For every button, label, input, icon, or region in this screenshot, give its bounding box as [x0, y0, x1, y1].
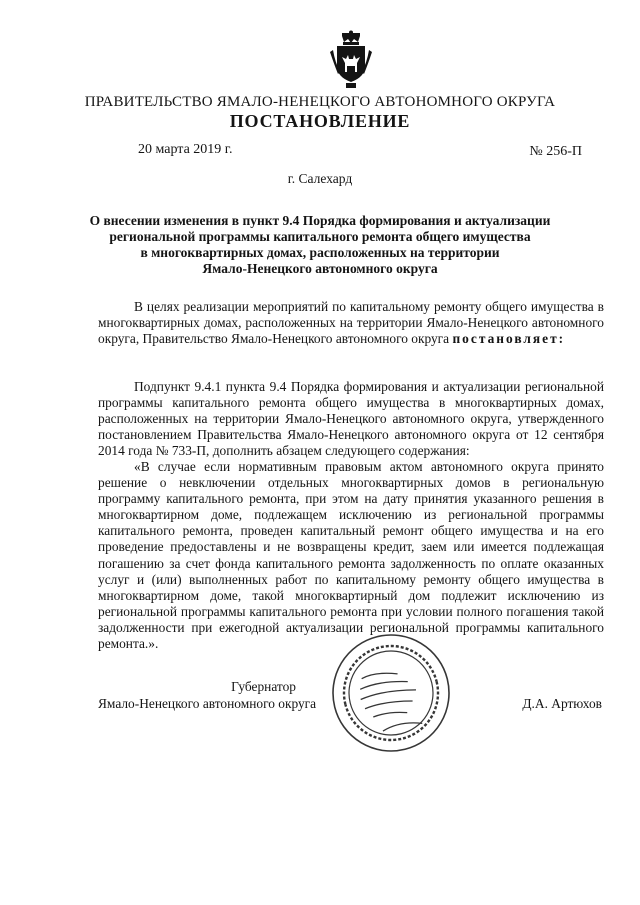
- title-line: в многоквартирных домах, расположенных на территории: [140, 245, 500, 260]
- title-line: О внесении изменения в пункт 9.4 Порядка формирования и актуализации: [89, 213, 551, 228]
- quoted-text: «В случае если нормативным правовым актом автономного округа принято решение о невключении отдельных многоквартирных домов в региональную программу капитального ремонта, при этом на дату принятия указанного решения в многоквартирном доме, подлежащем исключению из региональной программы капитального ремонта, проведен капитальный ремонт общего имущества и на его проведение предоставлены и не возвращены кредит, заем или имеется подлежащая погашению за счет фонда капитального ремонта задолженность по оплате оказанных услуг и (или) выполненных работ по капитальному ремонту общего имущества в многоквартирном доме, такой многоквартирный дом подлежит исключению из региональной программы капитального ремонта при условии полного погашения такой задолженности при ежегодной актуализации региональной программы капитального ремонта.».: [98, 459, 604, 652]
- preamble-text: В целях реализации мероприятий по капитальному ремонту общего имущества в многоквартирных домах, расположенных на территории Ямало-Ненецкого автономного округа, Правительство Ямало-Ненецкого автономного округа: [98, 299, 604, 347]
- official-stamp: [330, 632, 452, 754]
- document-date: 20 марта 2019 г.: [138, 142, 233, 157]
- resolves-keyword: постановляет:: [452, 331, 566, 347]
- amendment-text: Подпункт 9.4.1 пункта 9.4 Порядка формирования и актуализации региональной программы капитального ремонта общего имущества в многоквартирных домах, расположенных на территории Ямало-Ненецкого автономного округа, утвержденного постановлением Правительства Ямало-Ненецкого автономного округа от 12 сентября 2014 года № 733-П, дополнить абзацем следующего содержания:: [98, 379, 604, 459]
- title-line: региональной программы капитального ремонта общего имущества: [109, 229, 531, 244]
- document-city: г. Салехард: [287, 171, 353, 186]
- signatory-name: Д.А. Артюхов: [522, 696, 602, 711]
- government-name: ПРАВИТЕЛЬСТВО ЯМАЛО-НЕНЕЦКОГО АВТОНОМНОГО ОКРУГА: [84, 94, 556, 110]
- document-title: [0, 213, 640, 277]
- coat-of-arms-icon: [328, 30, 374, 90]
- document-type: ПОСТАНОВЛЕНИЕ: [229, 111, 411, 131]
- title-line: Ямало-Ненецкого автономного округа: [202, 261, 438, 276]
- signatory-organization: Ямало-Ненецкого автономного округа: [98, 695, 317, 711]
- quoted-paragraph: [98, 459, 604, 652]
- signatory-title: Губернатор: [231, 679, 296, 694]
- amendment-paragraph: [98, 379, 604, 459]
- preamble-paragraph: [98, 299, 604, 347]
- signatory-position: [98, 679, 338, 712]
- document-number: № 256-П: [529, 144, 582, 159]
